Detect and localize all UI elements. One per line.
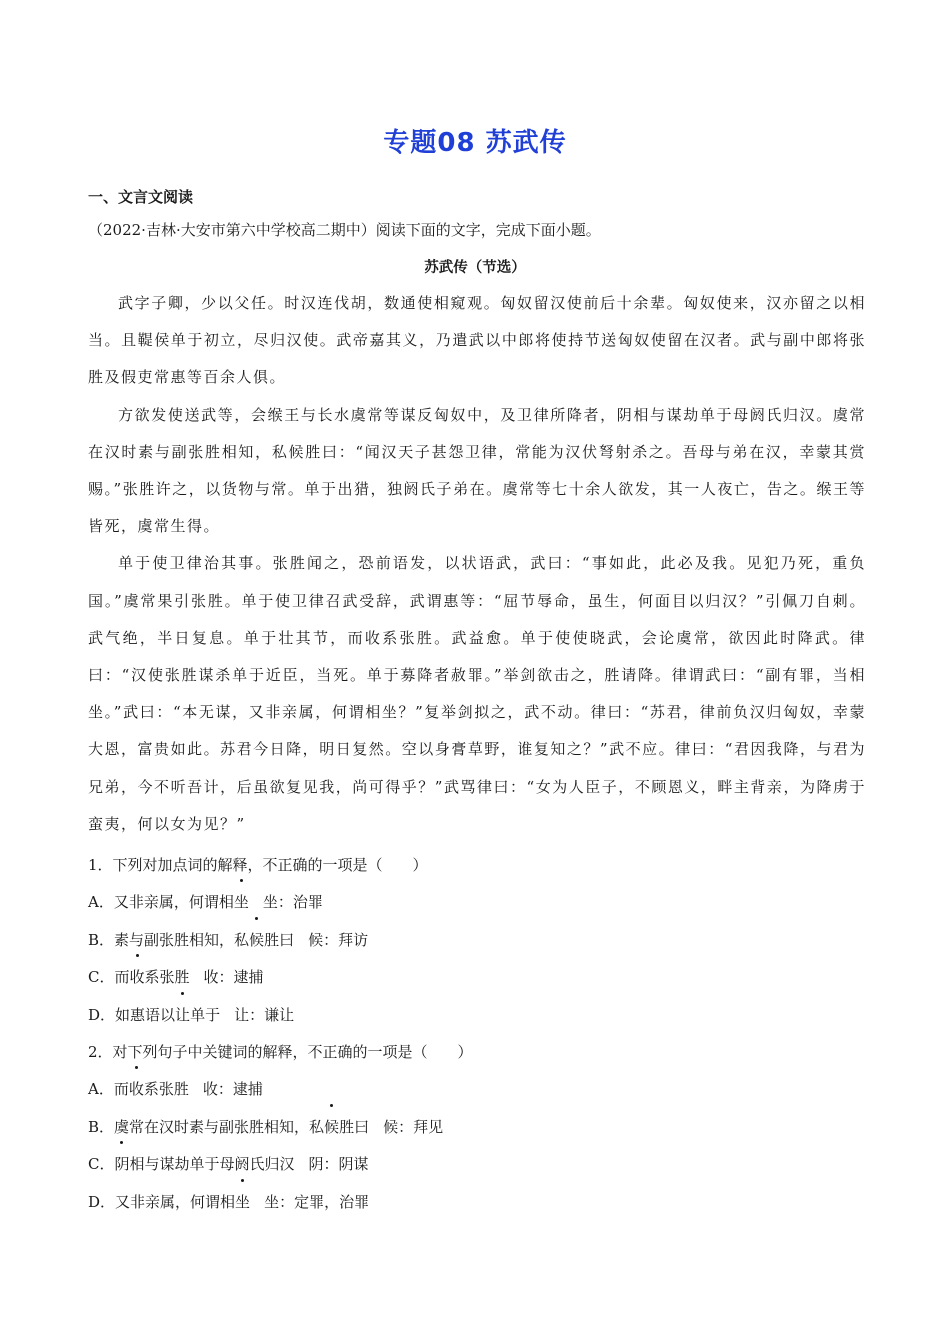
option-text-pre: 而: [113, 1080, 129, 1099]
option-gloss: 阴：阴谋: [308, 1155, 369, 1174]
passage-paragraph: 单于使卫律治其事。张胜闻之，恐前语发，以状语武，武曰：“事如此，此必及我。见犯乃死，重负国。”虞常果引张胜。单于使卫律召武受辞，武谓惠等：“屈节辱命，虽生，何面目以归汉？”引佩刀自刺。武气绝，半日复息。单于壮其节，而收系张胜。武益愈。单于使使晓武，会论虞常，欲因此时降武。律曰：“汉使张胜谋杀单于近臣，当死。单于募降者赦罪。”举剑欲击之，胜请降。律谓武曰：“副有罪，当相坐。”武曰：“本无谋，又非亲属，何谓相坐？”复举剑拟之，武不动。律曰：“苏君，律前负汉归匈奴，幸蒙大恩，富贵如此。苏君今日降，明日复然。空以身膏草野，谁复知之？”武不应。律曰：“君因我降，与君为兄弟，今不听吾计，后虽欲复见我，尚可得乎？”武骂律曰：“女为人臣子，不顾恩义，畔主背亲，为降虏于蛮夷，何以女为见？”: [88, 554, 866, 833]
option-label: B．: [88, 930, 115, 949]
option-label: A．: [88, 1080, 114, 1099]
option-text-post: 系张胜: [144, 968, 190, 987]
option-text-post: 相与谋劫单于母阏氏归汉: [129, 1155, 295, 1174]
option-2a: [88, 1071, 866, 1108]
dotted-word: 坐: [234, 884, 249, 921]
dotted-word: 候: [324, 1109, 339, 1146]
option-2b: [88, 1109, 866, 1146]
questions: [88, 847, 866, 1221]
option-gloss: 候：拜访: [308, 930, 369, 949]
option-label: C．: [88, 968, 115, 987]
option-label: A．: [88, 893, 114, 912]
option-text-post: 胜曰: [339, 1117, 370, 1136]
dotted-word: 坐: [235, 1184, 250, 1221]
question-stem: 1．下列对加点词的解释，不正确的一项是（ ）: [88, 856, 428, 874]
option-text-pre: 而: [114, 968, 130, 987]
option-text-post: 单于: [190, 1005, 221, 1024]
option-text-pre: 又非亲属，何谓相: [115, 1192, 236, 1211]
option-text-pre: 如惠语以: [115, 1005, 176, 1024]
option-2c: [88, 1146, 866, 1183]
option-label: D．: [88, 1005, 116, 1024]
option-text-pre: 素与副张胜相知，私: [114, 930, 250, 949]
question-stem: 2．对下列句子中关键词的解释，不正确的一项是（ ）: [88, 1043, 473, 1062]
dotted-word: 收: [130, 959, 145, 996]
passage: [88, 285, 866, 843]
option-text-post: 系张胜: [143, 1080, 189, 1099]
dotted-word: 候: [249, 922, 264, 959]
option-text-pre: 虞常在汉时素与副张胜相知，私: [114, 1117, 325, 1136]
option-gloss: 让：谦让: [234, 1005, 295, 1024]
option-text-pre: 又非亲属，何谓相: [113, 893, 234, 912]
option-gloss: 候：拜见: [383, 1117, 444, 1136]
option-gloss: 收：逮捕: [202, 1080, 263, 1099]
option-label: C．: [88, 1155, 115, 1174]
option-1b: [88, 922, 866, 959]
option-text-post: 胜曰: [264, 930, 295, 949]
source-line: （2022·吉林·大安市第六中学校高二期中）阅读下面的文字，完成下面小题。: [88, 221, 601, 239]
option-label: B．: [88, 1117, 115, 1136]
option-1d: [88, 997, 866, 1034]
dotted-word: 阴: [114, 1146, 129, 1183]
passage-paragraph: 武字子卿，少以父任。时汉连伐胡，数通使相窥观。匈奴留汉使前后十余辈。匈奴使来，汉亦留之以相当。且鞮侯单于初立，尽归汉使。武帝嘉其义，乃遣武以中郎将使持节送匈奴使留在汉者。武与副中郎将张胜及假吏常惠等百余人俱。: [88, 294, 866, 387]
option-1c: [88, 959, 866, 996]
option-gloss: 坐：定罪，治罪: [264, 1192, 370, 1211]
page-title: 专题08 苏武传: [383, 128, 567, 158]
dotted-word: 让: [175, 997, 190, 1034]
dotted-word: 收: [129, 1071, 144, 1108]
option-1a: [88, 884, 866, 921]
option-gloss: 收：逮捕: [203, 968, 264, 987]
option-gloss: 坐：治罪: [262, 893, 323, 912]
option-2d: [88, 1184, 866, 1221]
option-label: D．: [88, 1192, 116, 1211]
passage-title: 苏武传（节选）: [424, 259, 526, 276]
section-heading: 一、文言文阅读: [88, 188, 194, 206]
passage-paragraph: 方欲发使送武等，会缑王与长水虞常等谋反匈奴中，及卫律所降者，阴相与谋劫单于母阏氏归汉。虞常在汉时素与副张胜相知，私候胜曰：“闻汉天子甚怨卫律，常能为汉伏弩射杀之。吾母与弟在汉，幸蒙其赏赐。”张胜许之，以货物与常。单于出猎，独阏氏子弟在。虞常等七十余人欲发，其一人夜亡，告之。缑王等皆死，虞常生得。: [88, 405, 866, 536]
